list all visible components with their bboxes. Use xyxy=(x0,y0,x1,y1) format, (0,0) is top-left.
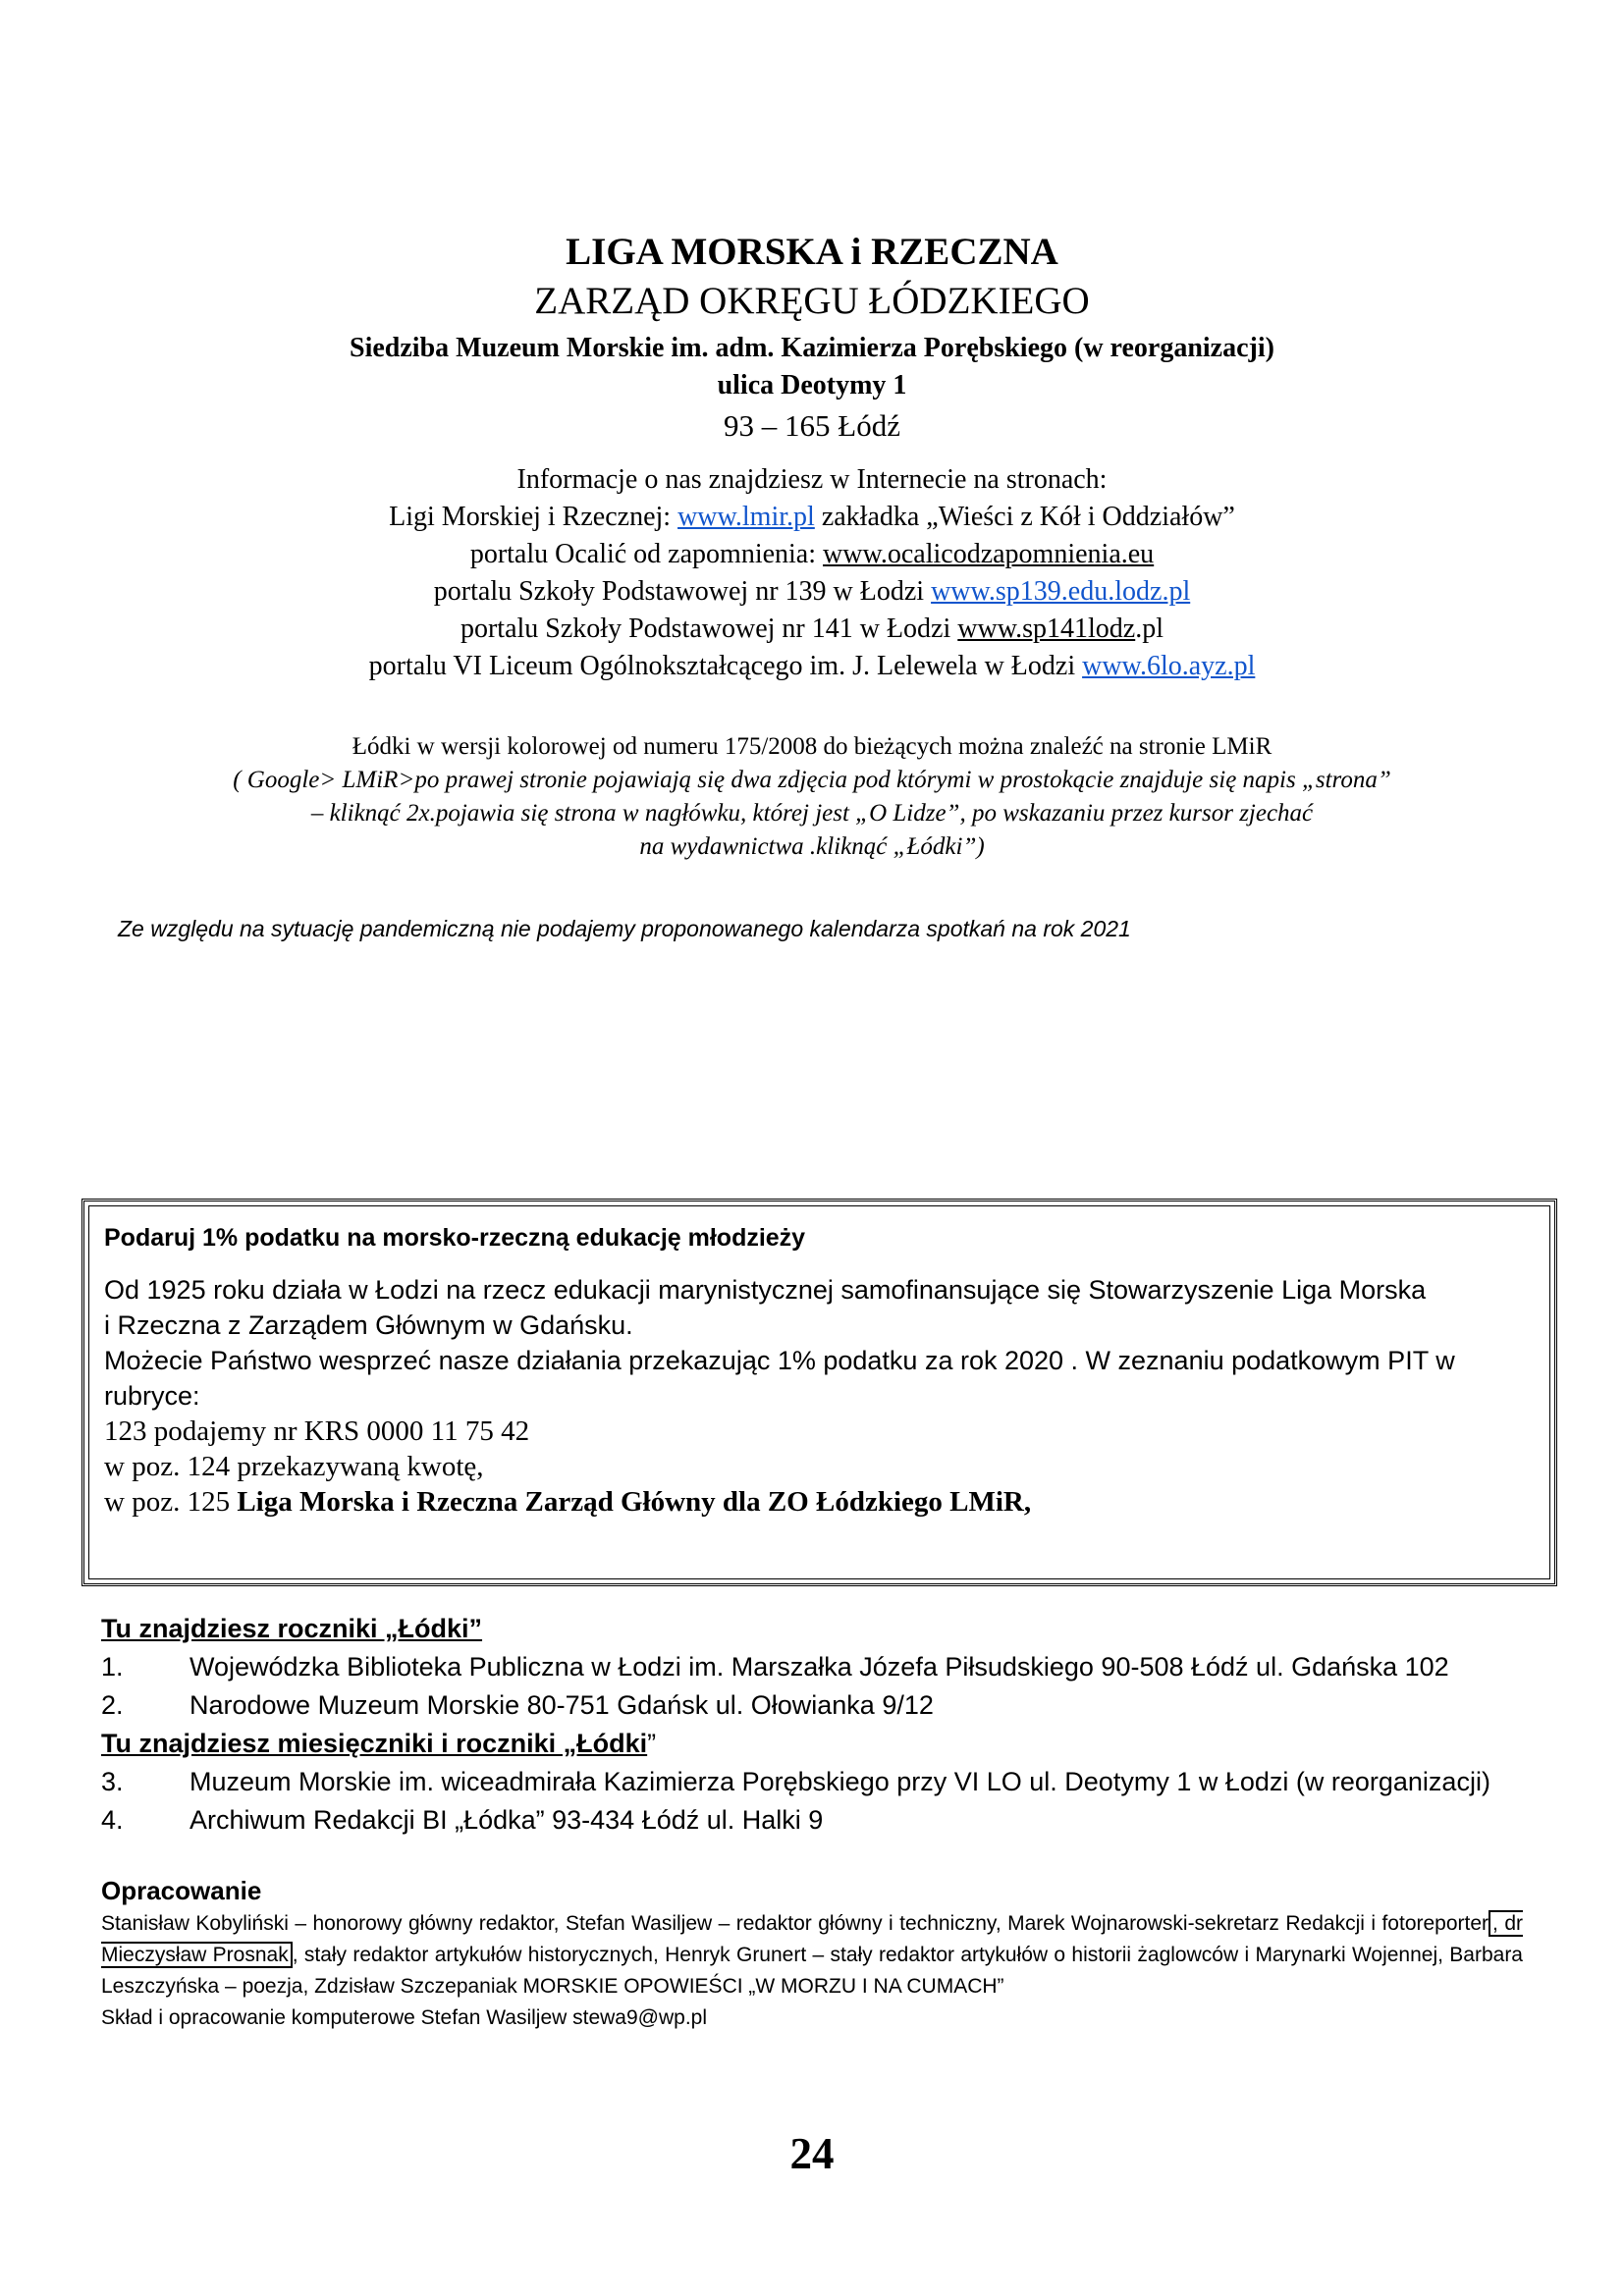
list-number: 4. xyxy=(101,1805,124,1835)
sp141-link[interactable]: www.sp141lodz xyxy=(957,614,1136,644)
link-line-sp139 xyxy=(0,573,1624,611)
internet-links-section xyxy=(0,461,1624,685)
donation-text xyxy=(104,1272,1535,1520)
yearbooks-heading: Tu znajdziesz roczniki „Łódki” xyxy=(101,1614,483,1643)
ocalic-link[interactable]: www.ocalicodzapomnienia.eu xyxy=(823,539,1155,569)
donation-p2-line-1: Możecie Państwo wesprzeć nasze działania przekazując 1% podatku za rok 2020 . W zeznaniu podatkowym PIT w xyxy=(104,1346,1455,1375)
pos125-prefix: w poz. 125 xyxy=(104,1486,238,1518)
donation-p2-line-2: rubryce: xyxy=(104,1381,200,1411)
composition-credit: Skład i opracowanie komputerowe Stefan Wasiljew stewa9@wp.pl xyxy=(101,2006,707,2029)
color-info-line-3: – kliknąć 2x.pojawia się strona w nagłówku, której jest „O Lidze”, po wskazaniu przez kursor zjechać xyxy=(310,800,1314,827)
color-info-line-2: ( Google> LMiR>po prawej stronie pojawiają się dwa zdjęcia pod którymi w prostokącie znajduje się napis „strona” xyxy=(233,767,1391,793)
donation-p1-line-1: Od 1925 roku działa w Łodzi na rzecz edukacji marynistycznej samofinansujące się Stowarzyszenie Liga Morska xyxy=(104,1275,1427,1305)
monthlies-heading xyxy=(101,1725,1574,1763)
sp139-link[interactable]: www.sp139.edu.lodz.pl xyxy=(931,576,1191,607)
link-suffix: zakładka „Wieści z Kół i Oddziałów” xyxy=(814,502,1235,532)
yearbooks-section xyxy=(101,1610,1574,1840)
document-header xyxy=(0,228,1624,448)
donation-krs: 123 podajemy nr KRS 0000 11 75 42 xyxy=(104,1415,530,1447)
credits-section xyxy=(101,1873,1523,2034)
list-item xyxy=(101,1648,1574,1686)
donation-title: Podaruj 1% podatku na morsko-rzeczną edukację młodzieży xyxy=(104,1224,806,1252)
link-line-sp141 xyxy=(0,611,1624,648)
list-text: Narodowe Muzeum Morskie 80-751 Gdańsk ul. Ołowianka 9/12 xyxy=(189,1690,934,1720)
list-number: 2. xyxy=(101,1690,124,1720)
monthlies-heading-tail: ” xyxy=(647,1729,657,1758)
link-line-6lo xyxy=(0,648,1624,685)
credits-heading: Opracowanie xyxy=(101,1876,262,1905)
donation-pos124: w poz. 124 przekazywaną kwotę, xyxy=(104,1451,484,1482)
list-number: 1. xyxy=(101,1652,124,1682)
page-number: 24 xyxy=(789,2129,835,2178)
link-prefix: portalu Ocalić od zapomnienia: xyxy=(469,539,824,569)
links-intro: Informacje o nas znajdziesz w Internecie na stronach: xyxy=(516,464,1108,495)
6lo-link[interactable]: www.6lo.ayz.pl xyxy=(1082,651,1256,681)
link-prefix: portalu Szkoły Podstawowej nr 141 w Łodzi xyxy=(460,614,958,644)
pandemic-note: Ze względu na sytuację pandemiczną nie podajemy proponowanego kalendarza spotkań na rok 2021 xyxy=(118,916,1131,941)
color-info-line-4: na wydawnictwa .kliknąć „Łódki”) xyxy=(639,833,985,860)
list-number: 3. xyxy=(101,1767,124,1796)
color-edition-info xyxy=(0,730,1624,864)
organization-title: LIGA MORSKA i RZECZNA xyxy=(566,231,1058,273)
lmir-link[interactable]: www.lmir.pl xyxy=(677,502,815,532)
credits-boxed-name: , dr Mieczysław Prosnak xyxy=(101,1912,1524,1966)
color-info-line-1: Łódki w wersji kolorowej od numeru 175/2008 do bieżących można znaleźć na stronie LMiR xyxy=(352,733,1272,760)
monthlies-heading-text: Tu znajdziesz miesięczniki i roczniki „Łódki xyxy=(101,1729,648,1758)
list-text: Archiwum Redakcji BI „Łódka” 93-434 Łódź ul. Halki 9 xyxy=(189,1805,824,1835)
seat-address: Siedziba Muzeum Morskie im. adm. Kazimierza Porębskiego (w reorganizacji) xyxy=(350,333,1274,363)
link-line-lmir xyxy=(0,499,1624,536)
list-text: Wojewódzka Biblioteka Publiczna w Łodzi im. Marszałka Józefa Piłsudskiego 90-508 Łódź ul. Gdańska 102 xyxy=(189,1652,1449,1682)
link-suffix: .pl xyxy=(1135,614,1164,644)
pos125-recipient: Liga Morska i Rzeczna Zarząd Główny dla ZO Łódzkiego LMiR, xyxy=(237,1486,1032,1518)
credits-text xyxy=(101,1908,1523,2002)
link-prefix: Ligi Morskiej i Rzecznej: xyxy=(389,502,678,532)
list-item xyxy=(101,1763,1574,1801)
list-text: Muzeum Morskie im. wiceadmirała Kazimierza Porębskiego przy VI LO ul. Deotymy 1 w Łodzi (w reorganizacji) xyxy=(189,1767,1490,1796)
list-item xyxy=(101,1686,1574,1725)
donation-box xyxy=(81,1199,1557,1586)
organization-subtitle: ZARZĄD OKRĘGU ŁÓDZKIEGO xyxy=(534,280,1090,322)
credits-text-a: Stanisław Kobyliński – honorowy główny redaktor, Stefan Wasiljew – redaktor główny i techniczny, Marek Wojnarowski-sekretarz Redakcji i fotoreporter xyxy=(101,1912,1489,1935)
link-line-ocalic xyxy=(0,536,1624,573)
donation-p1-line-2: i Rzeczna z Zarządem Głównym w Gdańsku. xyxy=(104,1310,633,1340)
link-prefix: portalu Szkoły Podstawowej nr 139 w Łodzi xyxy=(433,576,932,607)
link-prefix: portalu VI Liceum Ogólnokształcącego im. J. Lelewela w Łodzi xyxy=(368,651,1083,681)
donation-pos125 xyxy=(104,1484,1535,1520)
credits-text-b: , stały redaktor artykułów historycznych, Henryk Grunert – stały redaktor artykułów o historii żaglowców i Marynarki Wojennej, Barbara Leszczyńska – poezja, Zdzisław Szczepaniak MORSKIE OPOWIEŚCI „W MORZU I NA CUMACH” xyxy=(101,1944,1523,1998)
street-address: ulica Deotymy 1 xyxy=(717,370,907,400)
list-item xyxy=(101,1801,1574,1840)
zip-city: 93 – 165 Łódź xyxy=(724,408,900,443)
